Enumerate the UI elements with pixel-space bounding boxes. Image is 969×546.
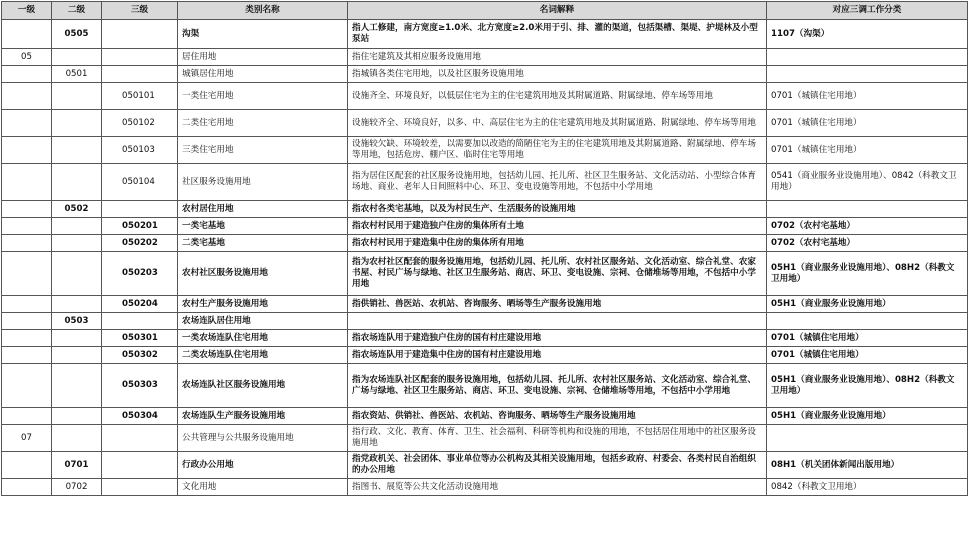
- table-row: [2, 164, 968, 201]
- level3-cell: 050201: [102, 218, 178, 235]
- level3-cell: 050203: [102, 252, 178, 296]
- level1-cell: [2, 313, 52, 330]
- level3-cell: [102, 49, 178, 66]
- table-row: [2, 110, 968, 137]
- table-row: [2, 479, 968, 496]
- table-row: [2, 83, 968, 110]
- definition-cell: 指城镇各类住宅用地，以及社区服务设施用地: [348, 66, 767, 83]
- level2-cell: 0501: [52, 66, 102, 83]
- level3-cell: 050304: [102, 408, 178, 425]
- category-name-cell: 文化用地: [178, 479, 348, 496]
- definition-cell: 指为农村社区配套的服务设施用地，包括幼儿园、托儿所、农村社区服务站、文化活动室、综合礼堂、农家书屋、村民广场与绿地、社区卫生服务站、商店、环卫、变电设施、宗祠、仓储堆场等用地，不包括中小学用地: [348, 252, 767, 296]
- category-name-cell: 社区服务设施用地: [178, 164, 348, 201]
- level2-cell: 0502: [52, 201, 102, 218]
- category-name-cell: 沟渠: [178, 20, 348, 49]
- table-row: [2, 425, 968, 452]
- level2-cell: [52, 330, 102, 347]
- table-row: [2, 313, 968, 330]
- level1-cell: [2, 110, 52, 137]
- mapping-cell: 0702（农村宅基地）: [767, 235, 968, 252]
- table-row: [2, 137, 968, 164]
- level2-cell: [52, 218, 102, 235]
- level2-cell: [52, 408, 102, 425]
- level2-cell: [52, 364, 102, 408]
- level3-cell: 050301: [102, 330, 178, 347]
- level3-cell: [102, 66, 178, 83]
- level2-cell: [52, 137, 102, 164]
- level1-cell: [2, 137, 52, 164]
- table-row: [2, 296, 968, 313]
- level2-cell: 0701: [52, 452, 102, 479]
- category-name-cell: 公共管理与公共服务设施用地: [178, 425, 348, 452]
- level1-cell: 05: [2, 49, 52, 66]
- table-row: [2, 252, 968, 296]
- level1-cell: [2, 330, 52, 347]
- level3-cell: 050101: [102, 83, 178, 110]
- level2-cell: [52, 49, 102, 66]
- level3-cell: [102, 313, 178, 330]
- mapping-cell: 1107（沟渠）: [767, 20, 968, 49]
- header-level2: 二级: [52, 2, 102, 20]
- definition-cell: 指人工修建，南方宽度≥1.0米、北方宽度≥2.0米用于引、排、灌的渠道，包括渠槽、渠堤、护堤林及小型泵站: [348, 20, 767, 49]
- mapping-cell: 05H1（商业服务业设施用地）、08H2（科教文卫用地）: [767, 364, 968, 408]
- level2-cell: [52, 235, 102, 252]
- table-row: [2, 20, 968, 49]
- table-row: [2, 218, 968, 235]
- level2-cell: [52, 110, 102, 137]
- category-name-cell: 一类住宅用地: [178, 83, 348, 110]
- definition-cell: 指农资站、供销社、兽医站、农机站、咨询服务、晒场等生产服务设施用地: [348, 408, 767, 425]
- level2-cell: [52, 83, 102, 110]
- mapping-cell: 0701（城镇住宅用地）: [767, 347, 968, 364]
- level3-cell: 050104: [102, 164, 178, 201]
- definition-cell: 指农村村民用于建造独户住房的集体所有土地: [348, 218, 767, 235]
- level2-cell: [52, 252, 102, 296]
- level3-cell: [102, 479, 178, 496]
- definition-cell: 指行政、文化、教育、体育、卫生、社会福利、科研等机构和设施的用地，不包括居住用地中的社区服务设施用地: [348, 425, 767, 452]
- level2-cell: [52, 347, 102, 364]
- header-category-name: 类别名称: [178, 2, 348, 20]
- definition-cell: 指农场连队用于建造独户住房的国有村庄建设用地: [348, 330, 767, 347]
- definition-cell: 指农村村民用于建造集中住房的集体所有用地: [348, 235, 767, 252]
- definition-cell: 指供销社、兽医站、农机站、咨询服务、晒场等生产服务设施用地: [348, 296, 767, 313]
- level1-cell: [2, 201, 52, 218]
- mapping-cell: 05H1（商业服务业设施用地）: [767, 296, 968, 313]
- level1-cell: [2, 218, 52, 235]
- category-name-cell: 农村居住用地: [178, 201, 348, 218]
- definition-cell: 指为居住区配套的社区服务设施用地，包括幼儿园、托儿所、社区卫生服务站、文化活动站、小型综合体育场地、商业、老年人日间照料中心、环卫、变电设施等用地，不包括中小学用地: [348, 164, 767, 201]
- category-name-cell: 一类农场连队住宅用地: [178, 330, 348, 347]
- mapping-cell: 0701（城镇住宅用地）: [767, 137, 968, 164]
- mapping-cell: 0701（城镇住宅用地）: [767, 83, 968, 110]
- level3-cell: 050102: [102, 110, 178, 137]
- definition-cell: 设施齐全、环境良好，以低层住宅为主的住宅建筑用地及其附属道路、附属绿地、停车场等用地: [348, 83, 767, 110]
- mapping-cell: 0701（城镇住宅用地）: [767, 110, 968, 137]
- level1-cell: [2, 347, 52, 364]
- header-definition: 名词解释: [348, 2, 767, 20]
- level3-cell: 050202: [102, 235, 178, 252]
- level3-cell: 050204: [102, 296, 178, 313]
- level1-cell: [2, 364, 52, 408]
- header-level3: 三级: [102, 2, 178, 20]
- category-name-cell: 农村生产服务设施用地: [178, 296, 348, 313]
- mapping-cell: [767, 49, 968, 66]
- definition-cell: 指党政机关、社会团体、事业单位等办公机构及其相关设施用地，包括乡政府、村委会、各类村民自治组织的办公用地: [348, 452, 767, 479]
- level1-cell: [2, 20, 52, 49]
- definition-cell: 指图书、展览等公共文化活动设施用地: [348, 479, 767, 496]
- mapping-cell: 05H1（商业服务业设施用地）、08H2（科教文卫用地）: [767, 252, 968, 296]
- definition-cell: 设施较齐全、环境良好，以多、中、高层住宅为主的住宅建筑用地及其附属道路、附属绿地、停车场等用地: [348, 110, 767, 137]
- definition-cell: 设施较欠缺、环境较差，以需要加以改造的简陋住宅为主的住宅建筑用地及其附属道路、附属绿地、停车场等用地，包括危房、棚户区、临时住宅等用地: [348, 137, 767, 164]
- table-header-row: [2, 2, 968, 20]
- level1-cell: [2, 164, 52, 201]
- category-name-cell: 二类住宅用地: [178, 110, 348, 137]
- level1-cell: [2, 83, 52, 110]
- land-classification-table: [1, 1, 968, 496]
- mapping-cell: 05H1（商业服务业设施用地）: [767, 408, 968, 425]
- mapping-cell: 0701（城镇住宅用地）: [767, 330, 968, 347]
- table-row: [2, 235, 968, 252]
- level3-cell: 050103: [102, 137, 178, 164]
- level1-cell: [2, 252, 52, 296]
- header-level1: 一级: [2, 2, 52, 20]
- definition-cell: 指农场连队用于建造集中住房的国有村庄建设用地: [348, 347, 767, 364]
- category-name-cell: 三类住宅用地: [178, 137, 348, 164]
- level1-cell: [2, 235, 52, 252]
- table-row: [2, 452, 968, 479]
- level1-cell: [2, 479, 52, 496]
- definition-cell: 指农村各类宅基地，以及为村民生产、生活服务的设施用地: [348, 201, 767, 218]
- level3-cell: [102, 201, 178, 218]
- level3-cell: 050302: [102, 347, 178, 364]
- table-row: [2, 347, 968, 364]
- category-name-cell: 农场连队居住用地: [178, 313, 348, 330]
- category-name-cell: 农村社区服务设施用地: [178, 252, 348, 296]
- mapping-cell: 0842（科教文卫用地）: [767, 479, 968, 496]
- table-row: [2, 66, 968, 83]
- level3-cell: [102, 20, 178, 49]
- level2-cell: [52, 425, 102, 452]
- category-name-cell: 城镇居住用地: [178, 66, 348, 83]
- table-row: [2, 364, 968, 408]
- table-row: [2, 49, 968, 66]
- level3-cell: [102, 452, 178, 479]
- mapping-cell: [767, 425, 968, 452]
- mapping-cell: 0702（农村宅基地）: [767, 218, 968, 235]
- level1-cell: [2, 66, 52, 83]
- table-row: [2, 408, 968, 425]
- category-name-cell: 二类农场连队住宅用地: [178, 347, 348, 364]
- mapping-cell: 08H1（机关团体新闻出版用地）: [767, 452, 968, 479]
- level1-cell: [2, 296, 52, 313]
- mapping-cell: 0541（商业服务业设施用地）、0842（科教文卫用地）: [767, 164, 968, 201]
- mapping-cell: [767, 313, 968, 330]
- table-row: [2, 201, 968, 218]
- category-name-cell: 行政办公用地: [178, 452, 348, 479]
- level3-cell: 050303: [102, 364, 178, 408]
- definition-cell: 指住宅建筑及其相应服务设施用地: [348, 49, 767, 66]
- definition-cell: 指为农场连队社区配套的服务设施用地，包括幼儿园、托儿所、农村社区服务站、文化活动室、综合礼堂、广场与绿地、社区卫生服务站、商店、环卫、变电设施、宗祠、仓储堆场等用地，不包括中小学用地: [348, 364, 767, 408]
- header-mapping: 对应三调工作分类: [767, 2, 968, 20]
- level2-cell: [52, 164, 102, 201]
- category-name-cell: 居住用地: [178, 49, 348, 66]
- table-row: [2, 330, 968, 347]
- level1-cell: [2, 452, 52, 479]
- mapping-cell: [767, 201, 968, 218]
- level2-cell: 0505: [52, 20, 102, 49]
- mapping-cell: [767, 66, 968, 83]
- level2-cell: 0503: [52, 313, 102, 330]
- category-name-cell: 农场连队生产服务设施用地: [178, 408, 348, 425]
- category-name-cell: 农场连队社区服务设施用地: [178, 364, 348, 408]
- level2-cell: [52, 296, 102, 313]
- category-name-cell: 二类宅基地: [178, 235, 348, 252]
- level1-cell: [2, 408, 52, 425]
- level3-cell: [102, 425, 178, 452]
- definition-cell: [348, 313, 767, 330]
- level2-cell: 0702: [52, 479, 102, 496]
- category-name-cell: 一类宅基地: [178, 218, 348, 235]
- level1-cell: 07: [2, 425, 52, 452]
